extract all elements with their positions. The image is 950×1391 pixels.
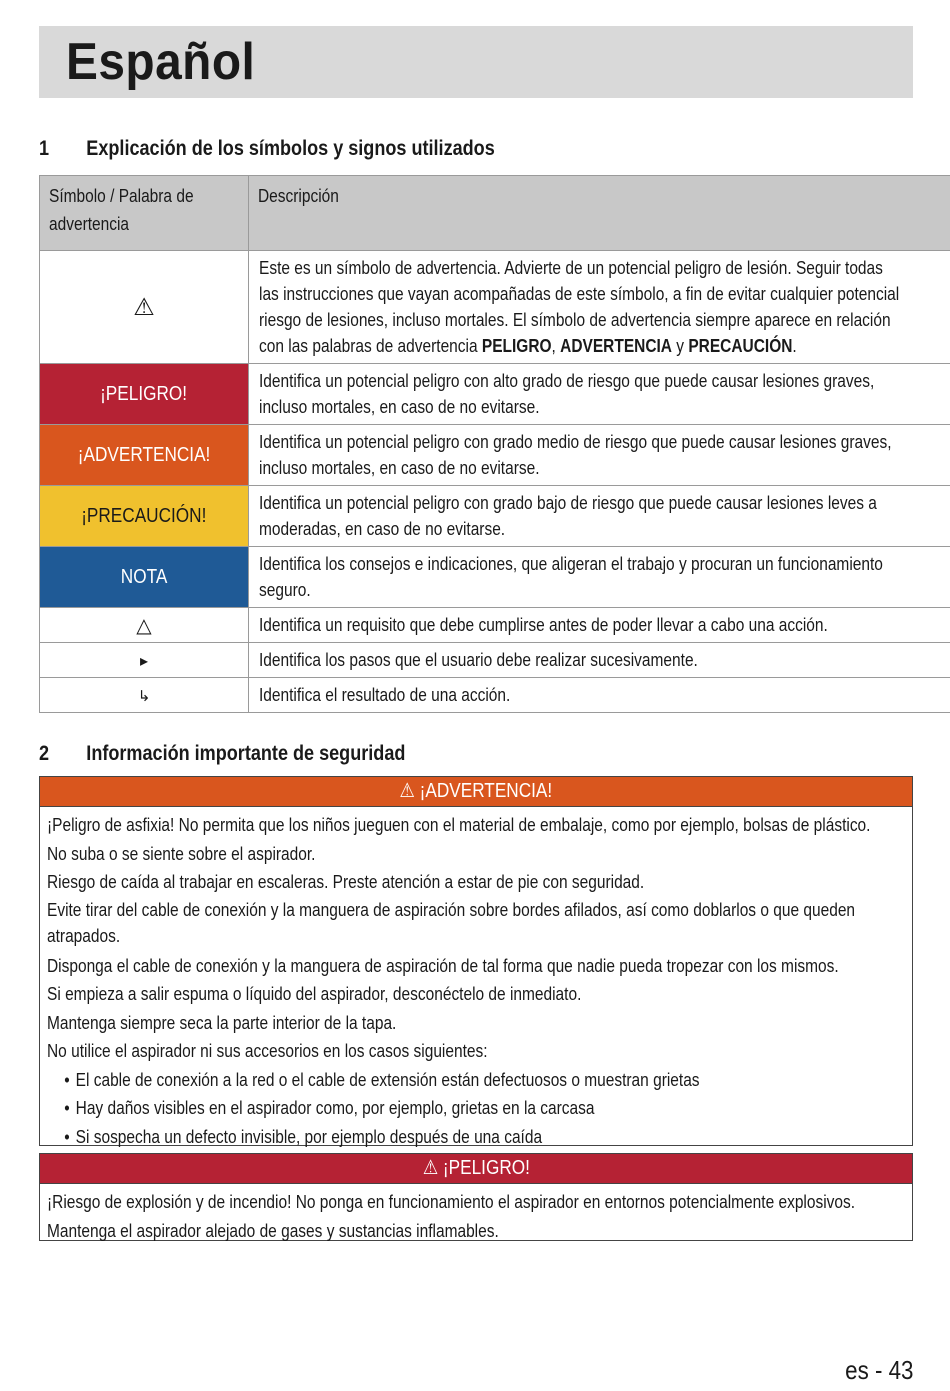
table-row	[40, 643, 950, 678]
danger-line: ¡Riesgo de explosión y de incendio! No ponga en funcionamiento el aspirador en entornos potencialmente explosivos.	[47, 1192, 856, 1212]
section-1-number: 1	[39, 137, 50, 160]
warning-triangle-icon: ⚠	[40, 251, 249, 364]
page-number: es - 43	[844, 1355, 913, 1385]
table-row	[40, 251, 950, 364]
step-arrow-icon: ▸	[40, 643, 249, 678]
prerequisite-triangle-icon: △	[40, 608, 249, 643]
row-description: Identifica un potencial peligro con grado medio de riesgo que puede causar lesiones graves, incluso mortales, en caso de no evitarse.	[249, 425, 950, 486]
section-2-number: 2	[39, 742, 50, 765]
header-symbol: Símbolo / Palabra de advertencia	[40, 176, 249, 251]
table-row	[40, 364, 950, 425]
header-description: Descripción	[249, 176, 950, 251]
section-2-heading	[39, 742, 405, 766]
row-description: Identifica los pasos que el usuario debe realizar sucesivamente.	[249, 643, 950, 678]
row-description: Identifica el resultado de una acción.	[249, 678, 950, 713]
table-row	[40, 547, 950, 608]
section-1-title: Explicación de los símbolos y signos utilizados	[86, 137, 495, 160]
signal-word-peligro: ¡PELIGRO!	[40, 364, 249, 425]
warning-box-body	[40, 807, 912, 1155]
warning-bullet: • El cable de conexión a la red o el cable de extensión están defectuosos o muestran grietas	[47, 1066, 786, 1095]
warning-bullet: • Hay daños visibles en el aspirador como, por ejemplo, grietas en la carcasa	[47, 1094, 786, 1123]
row-description: Identifica un requisito que debe cumplirse antes de poder llevar a cabo una acción.	[249, 608, 950, 643]
row-description: Identifica un potencial peligro con alto grado de riesgo que puede causar lesiones graves, incluso mortales, en caso de no evitarse.	[249, 364, 950, 425]
row-description: Identifica los consejos e indicaciones, que aligeran el trabajo y procuran un funcionamiento seguro.	[249, 547, 950, 608]
warning-line: Evite tirar del cable de conexión y la manguera de aspiración sobre bordes afilados, así como doblarlos o que queden atrapados.	[47, 899, 856, 946]
table-row	[40, 678, 950, 713]
signal-word-advertencia: ¡ADVERTENCIA!	[40, 425, 249, 486]
result-arrow-icon: ↳	[40, 678, 249, 713]
warning-line: Riesgo de caída al trabajar en escaleras. Preste atención a estar de pie con seguridad.	[47, 872, 645, 892]
warning-box-header: ⚠ ¡ADVERTENCIA!	[40, 777, 912, 807]
signal-word-precaucion: ¡PRECAUCIÓN!	[40, 486, 249, 547]
row-description: Este es un símbolo de advertencia. Advierte de un potencial peligro de lesión. Seguir todas las instrucciones que vayan acompañadas de este símbolo, a fin de evitar cualquier potencial riesgo de lesiones, incluso mortales. El símbolo de advertencia siempre aparece en relación con las palabras de advertencia PELIGRO, ADVERTENCIA y PRECAUCIÓN.	[249, 251, 950, 364]
warning-line: Mantenga siempre seca la parte interior de la tapa.	[47, 1012, 397, 1033]
warning-bullet: • Si sospecha un defecto invisible, por ejemplo después de una caída	[47, 1123, 786, 1152]
warning-line: ¡Peligro de asfixia! No permita que los niños jueguen con el material de embalaje, como por ejemplo, bolsas de plástico.	[47, 815, 871, 835]
table-row	[40, 486, 950, 547]
danger-line: Mantenga el aspirador alejado de gases y sustancias inflamables.	[47, 1220, 499, 1241]
table-row	[40, 425, 950, 486]
warning-line: No utilice el aspirador ni sus accesorios en los casos siguientes:	[47, 1041, 488, 1061]
danger-box	[39, 1153, 913, 1241]
warning-box	[39, 776, 913, 1146]
danger-box-header: ⚠ ¡PELIGRO!	[40, 1154, 912, 1184]
language-banner	[39, 26, 913, 98]
signal-word-nota: NOTA	[40, 547, 249, 608]
table-row	[40, 608, 950, 643]
warning-line: Disponga el cable de conexión y la manguera de aspiración de tal forma que nadie pueda tropezar con los mismos.	[47, 955, 839, 976]
danger-box-body	[40, 1184, 912, 1249]
warning-line: Si empieza a salir espuma o líquido del aspirador, desconéctelo de inmediato.	[47, 984, 582, 1004]
language-title: Español	[66, 33, 256, 91]
row-description: Identifica un potencial peligro con grado bajo de riesgo que puede causar lesiones leves a moderadas, en caso de no evitarse.	[249, 486, 950, 547]
warning-line: No suba o se siente sobre el aspirador.	[47, 843, 316, 864]
section-2-title: Información importante de seguridad	[86, 742, 406, 765]
symbols-table	[39, 175, 950, 713]
section-1-heading	[39, 137, 495, 161]
symbols-table-header	[40, 176, 950, 251]
